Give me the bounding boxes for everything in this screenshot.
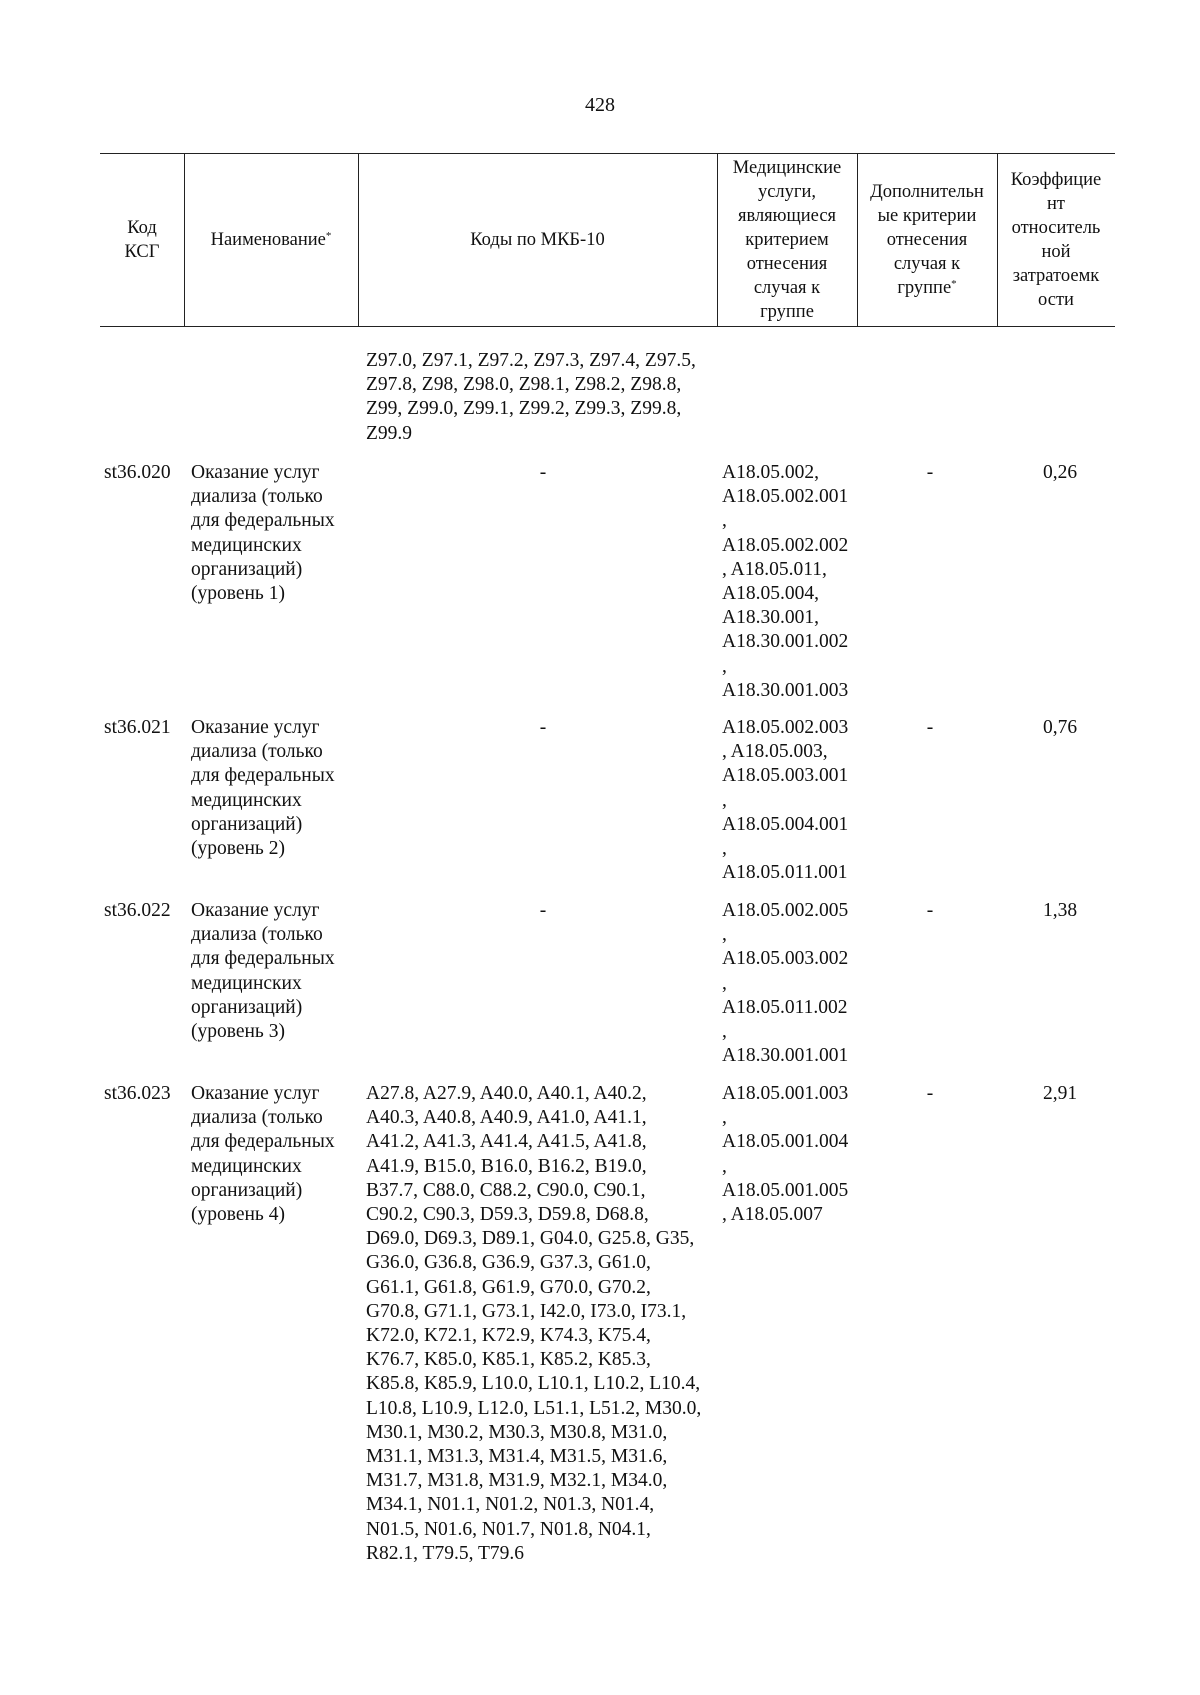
cost-coefficient: 0,76 <box>1042 717 1078 738</box>
cost-coefficient: 0,26 <box>1042 462 1078 483</box>
ksg-code: st36.022 <box>104 900 171 921</box>
additional-criteria: - <box>926 462 934 483</box>
mkb-codes: - <box>539 462 547 483</box>
cost-coefficient: 1,38 <box>1042 900 1078 921</box>
medical-services: A18.05.002.003 , A18.05.003, A18.05.003.001 , A18.05.004.001 , A18.05.011.001 <box>722 717 849 884</box>
header-services-cell <box>717 154 857 326</box>
header-name-wrap <box>211 228 332 252</box>
header-coef: Коэффицие нт относитель ной затратоемк ости <box>1010 170 1102 310</box>
ksg-code: st36.020 <box>104 462 171 483</box>
header-additional-wrap <box>870 180 984 300</box>
header-code-cell <box>100 154 184 326</box>
header-mkb-cell <box>358 154 717 326</box>
header-code: Код КСГ <box>124 218 160 262</box>
header-name-cell <box>184 154 358 326</box>
ksg-name: Оказание услуг диализа (только для федеральных медицинских организаций) (уровень 1) <box>191 462 335 605</box>
mkb-codes: Z97.0, Z97.1, Z97.2, Z97.3, Z97.4, Z97.5, Z97.8, Z98, Z98.0, Z98.1, Z98.2, Z98.8, Z99, Z99.0, Z99.1, Z99.2, Z99.3, Z99.8, Z99.9 <box>366 350 696 444</box>
ksg-code: st36.021 <box>104 717 171 738</box>
header-services: Медицинские услуги, являющиеся критерием отнесения случая к группе <box>732 158 842 322</box>
medical-services: A18.05.002.005 , A18.05.003.002 , A18.05.011.002 , A18.30.001.001 <box>722 900 849 1067</box>
mkb-codes: - <box>539 900 547 921</box>
table-header <box>100 153 1115 327</box>
header-additional-footnote-mark: * <box>951 278 957 290</box>
header-name: Наименование <box>210 230 326 250</box>
additional-criteria: - <box>926 717 934 738</box>
page-number: 428 <box>585 94 615 116</box>
additional-criteria: - <box>926 1083 934 1104</box>
header-additional-cell <box>857 154 997 326</box>
additional-criteria: - <box>926 900 934 921</box>
header-name-footnote-mark: * <box>325 230 332 242</box>
cost-coefficient: 2,91 <box>1042 1083 1078 1104</box>
ksg-code: st36.023 <box>104 1083 171 1104</box>
mkb-codes: A27.8, A27.9, A40.0, A40.1, A40.2, A40.3, A40.8, A40.9, A41.0, A41.1, A41.2, A41.3, A41.4, A41.5, A41.8, A41.9, B15.0, B16.0, B16.2, B19.0, B37.7, C88.0, C88.2, C90.0, C90.1, C90.2, C90.3, D59.3, D59.8, D68.8, D69.0, D69.3, D89.1, G04.0, G25.8, G35, G36.0, G36.8, G36.9, G37.3, G61.0, G61.1, G61.8, G61.9, G70.0, G70.2, G70.8, G71.1, G73.1, I42.0, I73.0, I73.1, K72.0, K72.1, K72.9, K74.3, K75.4, K76.7, K85.0, K85.1, K85.2, K85.3, K85.8, K85.9, L10.0, L10.1, L10.2, L10.4, L10.8, L10.9, L12.0, L51.1, L51.2, M30.0, M30.1, M30.2, M30.3, M30.8, M31.0, M31.1, M31.3, M31.4, M31.5, M31.6, M31.7, M31.8, M31.9, M32.1, M34.0, M34.1, N01.1, N01.2, N01.3, N01.4, N01.5, N01.6, N01.7, N01.8, N04.1, R82.1, T79.5, T79.6 <box>366 1083 702 1564</box>
mkb-codes: - <box>539 717 547 738</box>
medical-services: A18.05.001.003 , A18.05.001.004 , A18.05.001.005 , A18.05.007 <box>722 1083 849 1226</box>
header-mkb: Коды по МКБ-10 <box>470 230 605 250</box>
header-additional: Дополнительн ые критерии отнесения случая к группе <box>870 182 984 298</box>
ksg-name: Оказание услуг диализа (только для федеральных медицинских организаций) (уровень 4) <box>191 1083 335 1226</box>
ksg-name: Оказание услуг диализа (только для федеральных медицинских организаций) (уровень 2) <box>191 717 335 860</box>
header-coef-cell <box>997 154 1115 326</box>
ksg-name: Оказание услуг диализа (только для федеральных медицинских организаций) (уровень 3) <box>191 900 335 1043</box>
medical-services: A18.05.002, A18.05.002.001 , A18.05.002.002 , A18.05.011, A18.05.004, A18.30.001, A18.30.001.002 , A18.30.001.003 <box>722 462 849 701</box>
